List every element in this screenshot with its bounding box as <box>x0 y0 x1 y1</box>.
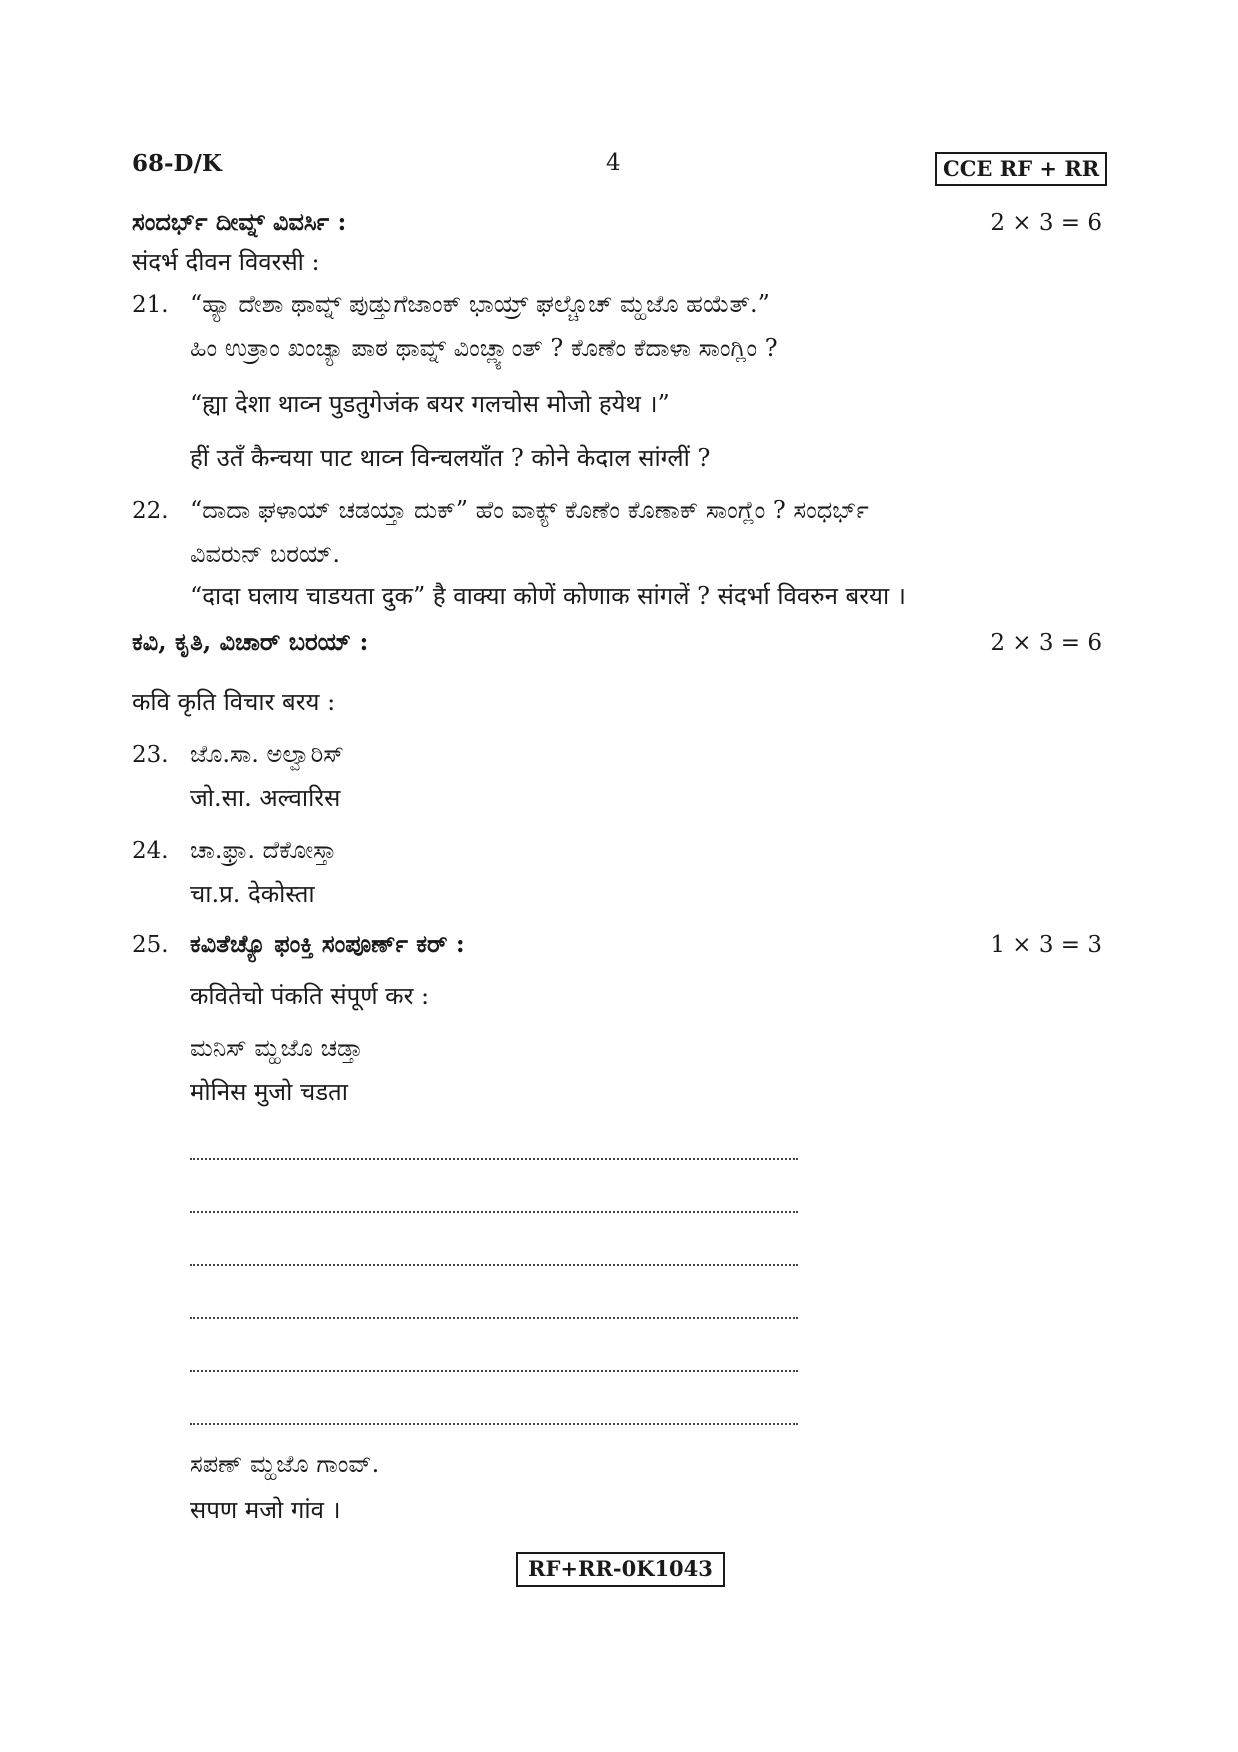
paper-code: 68-D/K <box>132 150 222 177</box>
q22-question-kannada: “ದಾದಾ ಘಳಾಯ್ ಚಡಯ್ತಾ ದುಕ್” ಹೆಂ ವಾಕ್ಯ್ ಕೊಣೆಂ ಕೊಣಾಕ್ ಸಾಂಗ್ಲೆಂ ? ಸಂಧರ್ಭ್ <box>190 496 869 524</box>
question-number-23: 23. <box>132 742 169 768</box>
q21-quote-devanagari: “ह्या देशा थाव्न पुडतुगेजंक बयर गलचोस मोजो हयेथ ।” <box>190 390 670 418</box>
section2-heading-kannada: ಕವಿ, ಕೃತಿ, ವಿಚಾರ್ ಬರಯ್ : <box>132 627 369 656</box>
section2-marks: 2 × 3 = 6 <box>990 630 1102 656</box>
q21-quote-kannada: “ಹ್ಯಾ ದೇಶಾ ಥಾವ್ನ್ ಪುಡ್ತುಗೆಜಾಂಕ್ ಭಾಯ್ರ್ ಘಲ್ಚೊಚ್ ಮ್ಹಜೊ ಹಯೆತ್.” <box>190 290 770 318</box>
answer-line-3 <box>190 1264 798 1266</box>
q25-poem-line-devanagari: मोनिस मुजो चडता <box>190 1078 348 1106</box>
q24-poet-kannada: ಚಾ.ಫ್ರಾ. ದೆಕೋಸ್ತಾ <box>190 836 337 864</box>
page-number: 4 <box>606 150 621 176</box>
answer-line-6 <box>190 1423 798 1425</box>
question-number-21: 21. <box>132 292 169 318</box>
section2-heading-devanagari: कवि कृति विचार बरय : <box>132 688 336 716</box>
section1-heading-devanagari: संदर्भ दीवन विवरसी : <box>132 248 320 276</box>
answer-line-5 <box>190 1370 798 1372</box>
question-number-24: 24. <box>132 838 169 864</box>
q25-heading-kannada: ಕವಿತೆಚ್ಯೊ ಫಂಕ್ತಿ ಸಂಪೂರ್ಣ್ ಕರ್ : <box>190 929 465 958</box>
q22-question-kannada-cont: ವಿವರುನ್ ಬರಯ್. <box>190 540 341 568</box>
section1-marks: 2 × 3 = 6 <box>990 210 1102 236</box>
q23-poet-kannada: ಜೊ.ಸಾ. ಅಲ್ವಾರಿಸ್ <box>190 740 344 768</box>
q23-poet-devanagari: जो.सा. अल्वारिस <box>190 784 341 812</box>
question-number-25: 25. <box>132 932 169 958</box>
q25-poem-line-kannada: ಮನಿಸ್ ಮ್ಹಜೊ ಚಡ್ತಾ <box>190 1034 363 1062</box>
q24-poet-devanagari: चा.प्र. देकोस्ता <box>190 880 315 908</box>
answer-line-1 <box>190 1158 798 1160</box>
footer-code-box: RF+RR-0K1043 <box>516 1552 725 1587</box>
section1-heading-kannada: ಸಂದರ್ಭ್ ದೀವ್ನ್ ವಿವರ್ಸಿ : <box>132 207 347 236</box>
answer-line-2 <box>190 1211 798 1213</box>
q25-end-line-kannada: ಸಪಣ್ ಮ್ಹಜೊ ಗಾಂವ್. <box>190 1450 380 1478</box>
q25-marks: 1 × 3 = 3 <box>990 932 1102 958</box>
exam-tag-box: CCE RF + RR <box>935 152 1107 186</box>
q21-question-devanagari: हीं उतँ कैन्चया पाट थाव्न विन्चलयाँत ? कोने केदाल सांग्लीं ? <box>190 444 711 472</box>
q22-question-devanagari: “दादा घलाय चाडयता दुक” है वाक्या कोणें कोणाक सांगलें ? संदर्भा विवरुन बरया । <box>190 582 906 610</box>
q25-heading-devanagari: कवितेचो पंकति संपूर्ण कर : <box>190 982 430 1010</box>
answer-line-4 <box>190 1317 798 1319</box>
q25-end-line-devanagari: सपण मजो गांव । <box>190 1496 341 1524</box>
question-number-22: 22. <box>132 498 169 524</box>
q21-question-kannada: ಹಿಂ ಉತ್ರಾಂ ಖಂಚ್ಯಾ ಪಾಠ ಥಾವ್ನ್ ವಿಂಚ್ಲ್ಯಾಂತ್ ? ಕೊಣೆಂ ಕೆದಾಳಾ ಸಾಂಗ್ಲಿಂ ? <box>190 334 778 362</box>
